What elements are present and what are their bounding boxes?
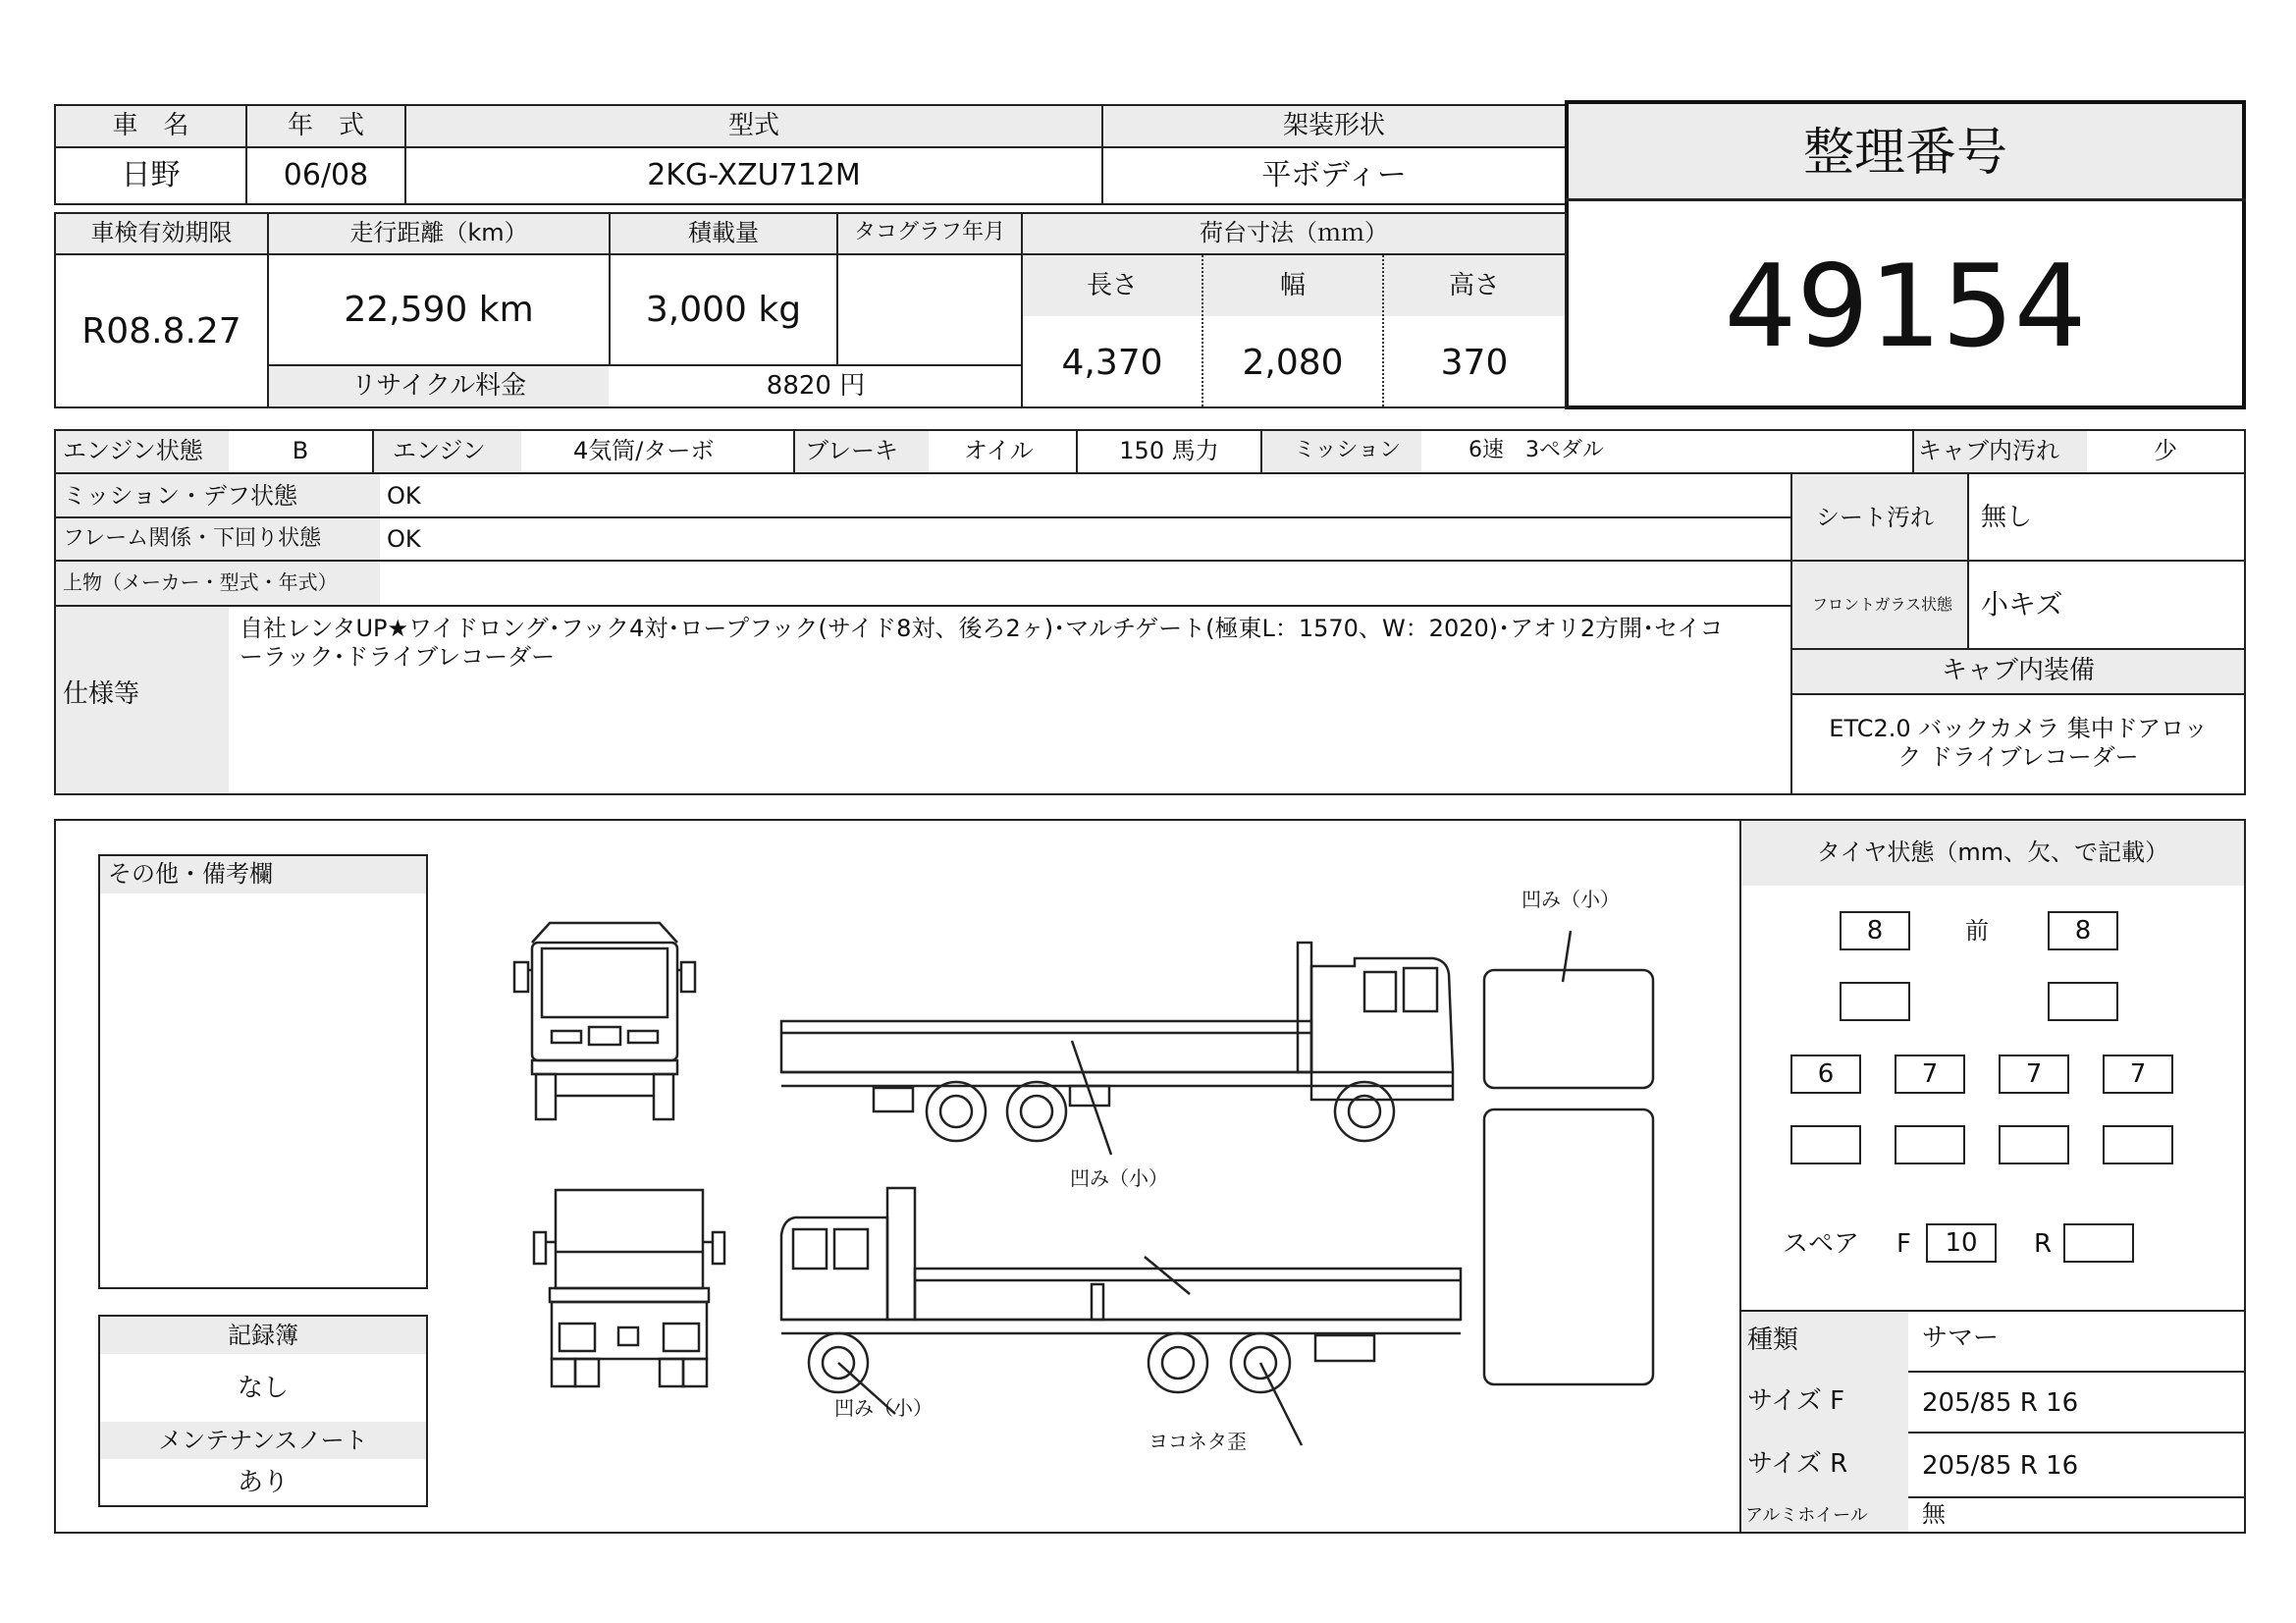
recycle-label: リサイクル料金 (350, 371, 527, 401)
spec-label: 仕様等 (63, 679, 140, 709)
capacity: 3,000 kg (645, 290, 802, 330)
size-f-label: サイズ F (1747, 1386, 1845, 1416)
damage-front: 凹み（小） (834, 1396, 933, 1420)
inspection-label: 車検有効期限 (90, 219, 233, 246)
model: 2KG-XZU712M (647, 158, 861, 192)
engine-label: エンジン (393, 437, 486, 464)
damage-roof: 凹み（小） (1522, 888, 1620, 911)
spec-line-1: 自社レンタUP★ワイドロング･フック4対･ロープフック(サイド8対、後ろ2ヶ)･マルチゲート(極東L：1570、W：2020)･アオリ2方開･セイコ (240, 615, 1724, 642)
windshield: 小キズ (1981, 588, 2063, 621)
frame-label: フレーム関係・下回り状態 (63, 526, 322, 551)
truck-front-view (514, 923, 695, 1119)
size-r-label: サイズ R (1747, 1449, 1848, 1479)
tire-rear-1: 6 (1790, 1055, 1861, 1094)
cab-equip-line-2: ク ドライブレコーダー (1897, 743, 2139, 771)
bed-height: 370 (1440, 343, 1509, 383)
alloy: 無 (1922, 1500, 1946, 1528)
seat-dirt: 無し (1981, 503, 2033, 532)
damage-crossmember: ヨコネタ歪 (1148, 1430, 1247, 1453)
tacho-label: タコグラフ年月 (853, 220, 1005, 244)
height-label: 高さ (1448, 271, 1500, 300)
bed-width: 2,080 (1242, 343, 1344, 383)
inspection-date: R08.8.27 (81, 311, 241, 352)
engine: 4気筒/ターボ (573, 437, 715, 464)
tire-rear-blank-4 (2103, 1125, 2173, 1164)
tire-rear-blank-2 (1895, 1125, 1965, 1164)
spare-f-label: F (1896, 1229, 1911, 1259)
spec-line-2: ーラック･ドライブレコーダー (240, 643, 556, 671)
tire-front-left-blank (1840, 982, 1910, 1021)
tire-type: サマー (1922, 1324, 2000, 1353)
cab-dirt-label: キャブ内汚れ (1918, 437, 2059, 464)
brake: オイル (964, 437, 1034, 464)
tire-front-right-blank (2048, 982, 2118, 1021)
bed-size-label: 荷台寸法（ｍｍ） (1200, 219, 1388, 246)
maintenance-label: メンテナンスノート (158, 1427, 368, 1454)
year: 06/08 (283, 158, 369, 192)
record-label: 記録簿 (228, 1322, 298, 1349)
truck-rear-view (534, 1190, 724, 1386)
tire-rear-4: 7 (2103, 1055, 2173, 1094)
car-name: 日野 (121, 158, 181, 192)
ref-number: 49154 (1724, 241, 2087, 373)
tire-rear-blank-3 (1999, 1125, 2069, 1164)
truck-top-view (1484, 970, 1653, 1384)
tire-rear-2: 7 (1895, 1055, 1965, 1094)
frame: OK (387, 525, 421, 553)
tire-front-right: 8 (2048, 911, 2118, 950)
length-label: 長さ (1086, 271, 1138, 300)
tire-rear-3: 7 (1999, 1055, 2069, 1094)
size-r: 205/85 R 16 (1922, 1451, 2079, 1481)
ref-number-label: 整理番号 (1802, 124, 2007, 183)
capacity-label: 積載量 (688, 219, 759, 246)
mission-label: ミッション (1294, 438, 1402, 462)
cab-equip-line-1: ETC2.0 バックカメラ 集中ドアロッ (1829, 715, 2208, 742)
spare-label: スペア (1783, 1229, 1860, 1259)
cab-equip-label: キャブ内装備 (1941, 656, 2095, 685)
engine-state-label: エンジン状態 (63, 437, 203, 464)
tire-front-left: 8 (1840, 911, 1910, 950)
brake-label: ブレーキ (805, 437, 899, 464)
record-value: なし (237, 1374, 289, 1403)
notes-label: その他・備考欄 (108, 860, 273, 888)
notes-box (98, 854, 428, 1289)
windshield-label: フロントガラス状態 (1812, 595, 1953, 614)
engine-state: B (292, 437, 309, 464)
width-label: 幅 (1279, 271, 1306, 300)
cab-dirt: 少 (2154, 437, 2177, 464)
alloy-label: アルミホイール (1745, 1505, 1868, 1526)
mileage: 22,590 km (344, 290, 534, 330)
spare-f: 10 (1926, 1223, 1997, 1263)
front-label: 前 (1965, 917, 1989, 945)
upper-label: 上物（メーカー・型式・年式） (63, 570, 338, 594)
horsepower: 150 馬力 (1119, 437, 1219, 464)
mission: 6速 3ペダル (1468, 438, 1604, 462)
spare-r-label: R (2034, 1229, 2053, 1259)
mileage-label: 走行距離（km） (349, 219, 528, 246)
year-label: 年 式 (287, 111, 364, 140)
body-type-label: 架装形状 (1282, 111, 1385, 140)
maintenance-value: あり (237, 1468, 289, 1497)
bed-length: 4,370 (1061, 343, 1163, 383)
tire-type-label: 種類 (1747, 1325, 1799, 1355)
spare-r (2063, 1223, 2134, 1263)
tire-title: タイヤ状態（mm、欠、で記載） (1816, 839, 2169, 866)
damage-side: 凹み（小） (1070, 1166, 1168, 1190)
recycle-fee: 8820 円 (766, 371, 866, 401)
car-name-label: 車 名 (112, 111, 189, 140)
tire-rear-blank-1 (1790, 1125, 1861, 1164)
seat-dirt-label: シート汚れ (1816, 504, 1934, 531)
body-type: 平ボディー (1261, 158, 1407, 192)
model-label: 型式 (727, 111, 779, 140)
size-f: 205/85 R 16 (1922, 1388, 2079, 1418)
mission-diff-label: ミッション・デフ状態 (63, 482, 298, 510)
truck-side-view-left (781, 1188, 1461, 1392)
mission-diff: OK (387, 482, 421, 510)
truck-side-view-right (781, 943, 1453, 1141)
